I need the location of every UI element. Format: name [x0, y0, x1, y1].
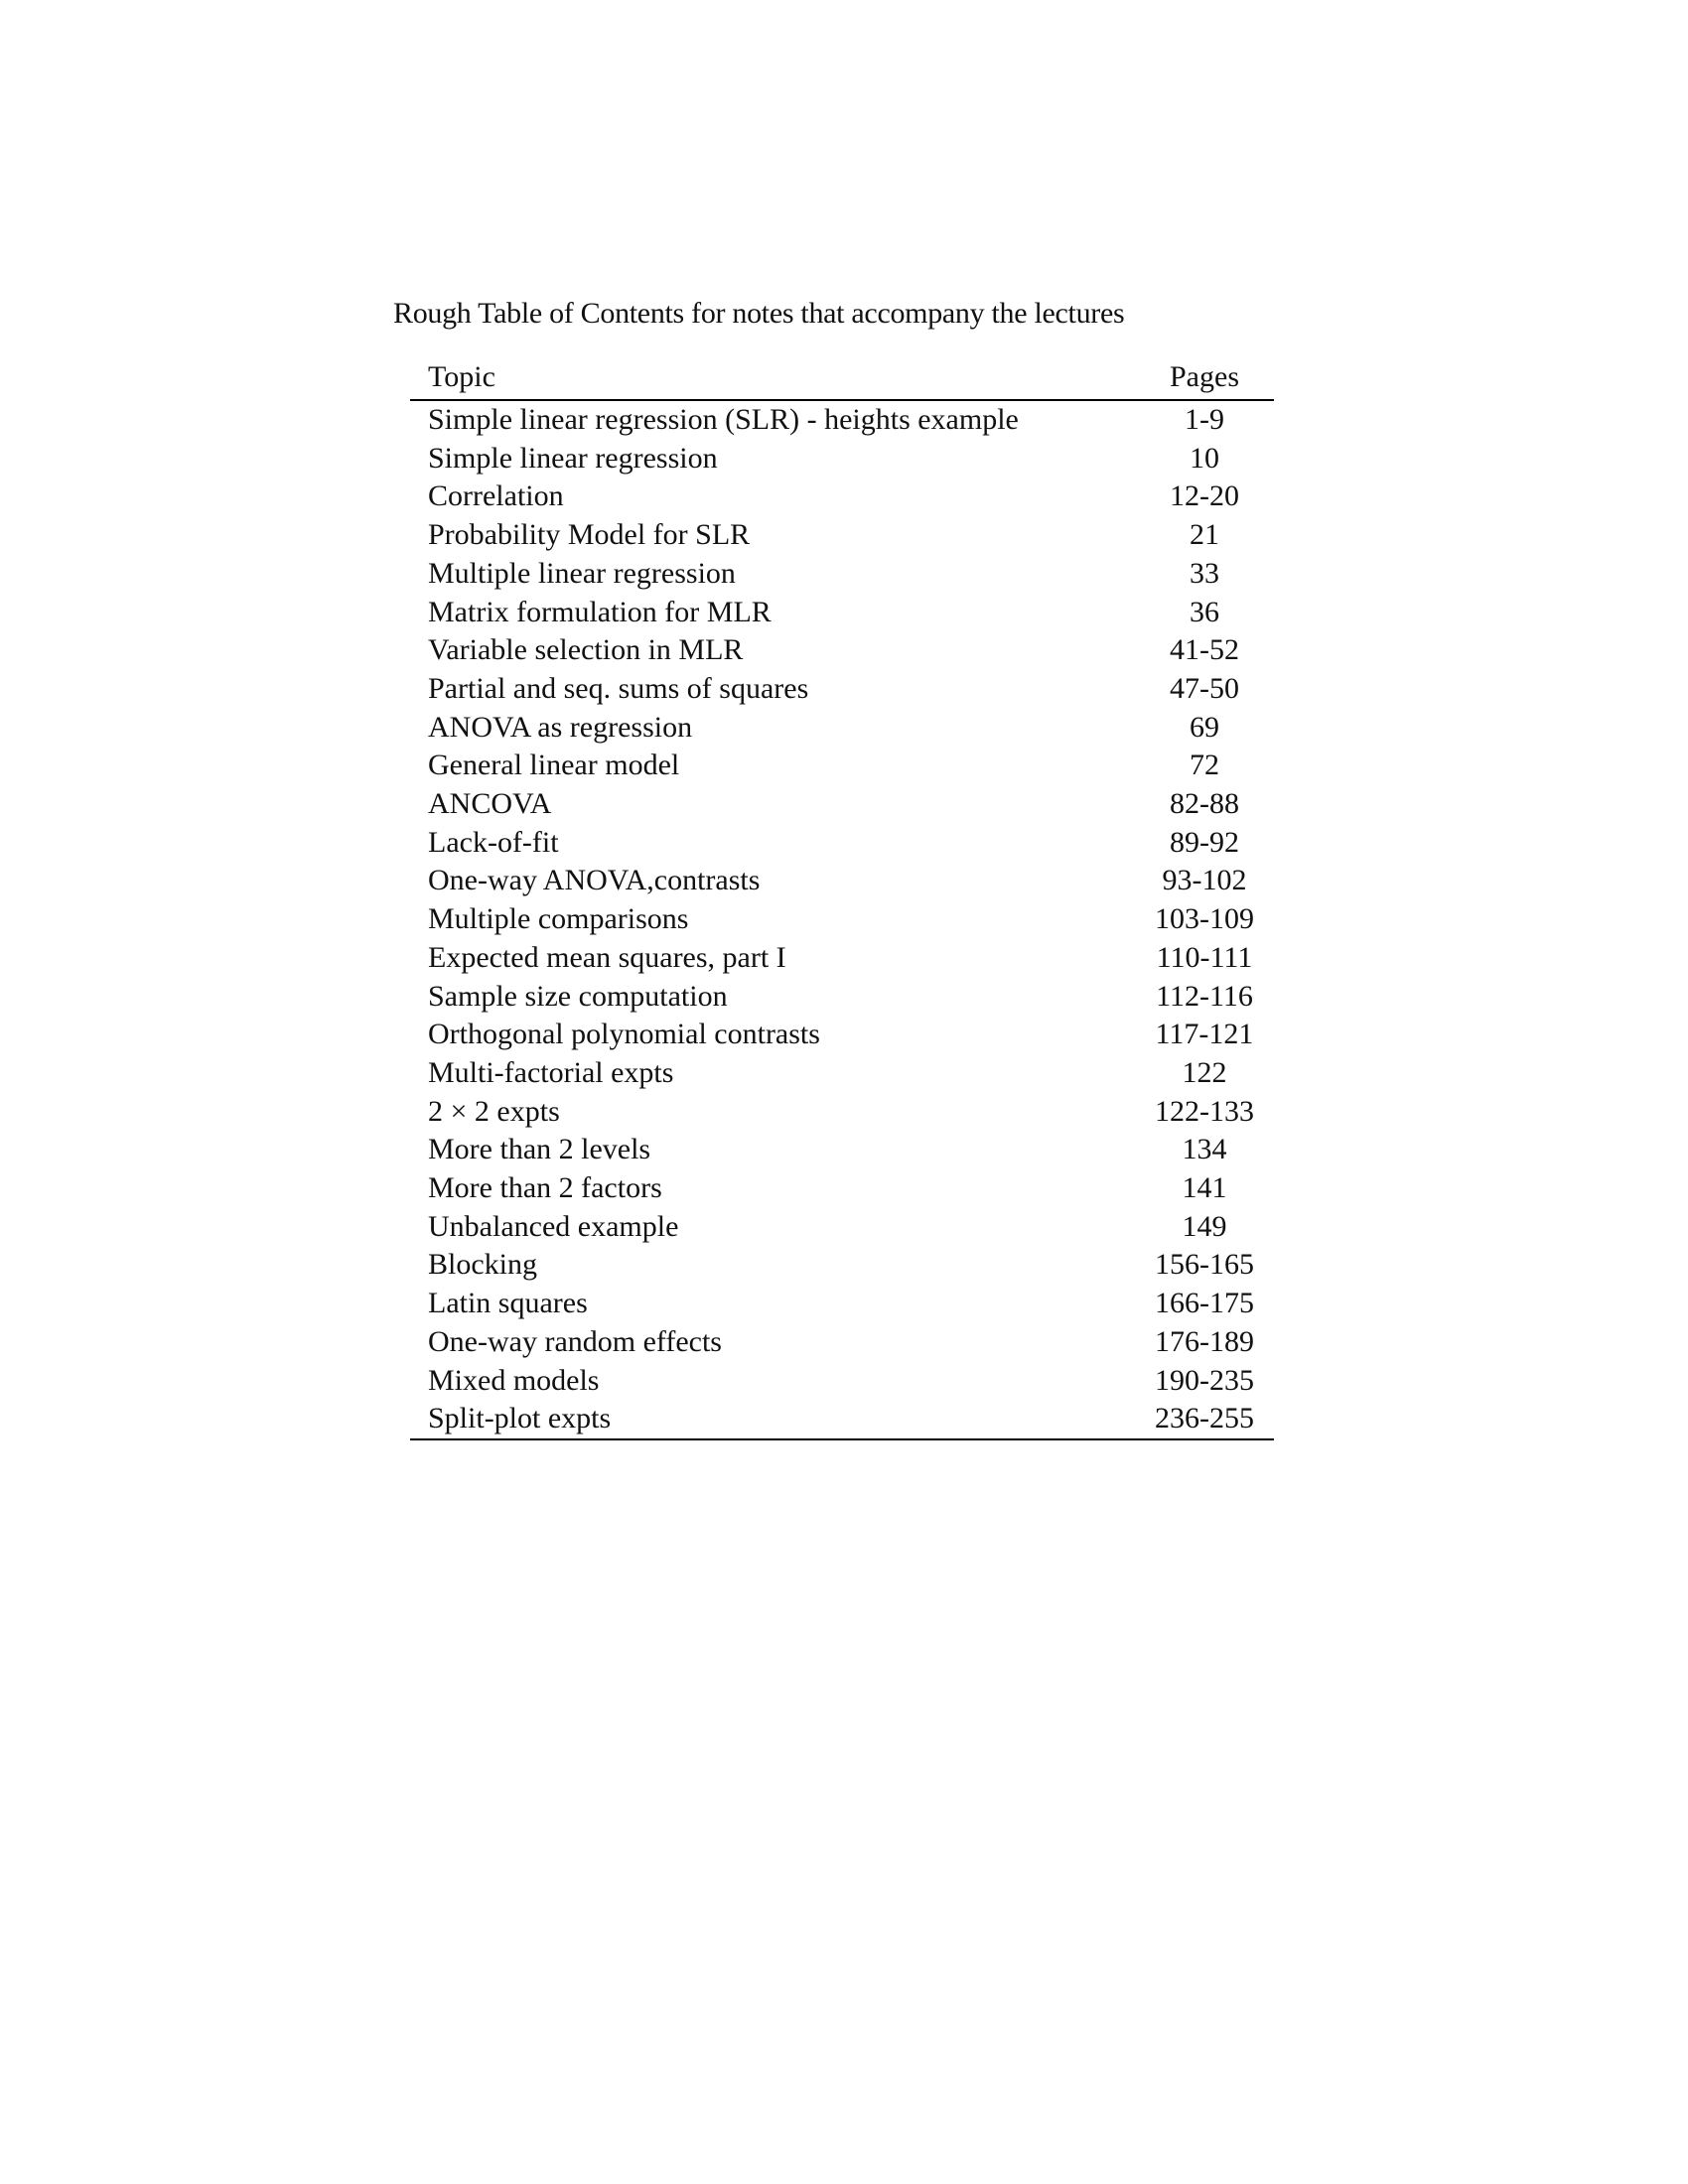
topic-cell: More than 2 levels — [428, 1133, 651, 1166]
table-row — [410, 1323, 1274, 1362]
table-row — [410, 1208, 1274, 1247]
table-row — [410, 1016, 1274, 1054]
table-header-row — [410, 355, 1274, 400]
topic-cell: Simple linear regression (SLR) - heights example — [428, 403, 1019, 436]
pages-cell: 21 — [1190, 518, 1219, 552]
pages-cell: 112-116 — [1156, 979, 1253, 1013]
topic-cell: Correlation — [428, 479, 564, 513]
pages-cell: 141 — [1182, 1171, 1227, 1205]
header-topic: Topic — [410, 355, 1135, 400]
table-row — [410, 594, 1274, 632]
topic-cell: ANCOVA — [428, 787, 552, 821]
topic-cell: One-way ANOVA,contrasts — [428, 864, 761, 897]
pages-cell: 122-133 — [1155, 1094, 1254, 1128]
topic-cell: Lack-of-fit — [428, 825, 559, 859]
table-row — [410, 862, 1274, 900]
pages-cell: 236-255 — [1135, 1400, 1274, 1439]
table-row — [410, 939, 1274, 978]
pages-cell: 190-235 — [1155, 1363, 1254, 1397]
pages-cell: 82-88 — [1170, 787, 1239, 821]
topic-cell: Simple linear regression — [428, 441, 718, 475]
header-pages: Pages — [1135, 355, 1274, 400]
topic-cell: ANOVA as regression — [428, 710, 693, 744]
table-row — [410, 1093, 1274, 1132]
pages-cell: 93-102 — [1162, 864, 1247, 897]
table-row — [410, 478, 1274, 516]
topic-cell: Blocking — [428, 1248, 537, 1282]
topic-cell: Orthogonal polynomial contrasts — [428, 1018, 820, 1051]
table-row — [410, 670, 1274, 709]
pages-cell: 10 — [1190, 441, 1219, 475]
pages-cell: 134 — [1182, 1133, 1227, 1166]
pages-cell: 117-121 — [1155, 1018, 1254, 1051]
table-row — [410, 1131, 1274, 1169]
pages-cell: 47-50 — [1170, 671, 1239, 705]
table-row — [410, 747, 1274, 785]
table-row — [410, 978, 1274, 1017]
pages-cell: 36 — [1190, 595, 1219, 628]
pages-cell: 110-111 — [1156, 940, 1253, 974]
table-row — [410, 900, 1274, 939]
table-row — [410, 709, 1274, 748]
pages-cell: 72 — [1190, 749, 1219, 782]
pages-cell: 41-52 — [1170, 633, 1239, 667]
topic-cell: Sample size computation — [428, 979, 728, 1013]
pages-cell: 33 — [1190, 556, 1219, 590]
table-row — [410, 440, 1274, 478]
pages-cell: 122 — [1182, 1055, 1227, 1089]
topic-cell: More than 2 factors — [428, 1171, 662, 1205]
pages-cell: 103-109 — [1155, 902, 1254, 936]
table-row — [410, 785, 1274, 824]
table-of-contents — [410, 355, 1274, 1440]
topic-cell: Multiple linear regression — [428, 556, 736, 590]
topic-cell: Latin squares — [428, 1287, 588, 1320]
topic-cell: Variable selection in MLR — [428, 633, 744, 667]
table-row — [410, 1400, 1274, 1439]
table-row — [410, 631, 1274, 670]
pages-cell: 149 — [1182, 1209, 1227, 1243]
table-row — [410, 1246, 1274, 1285]
topic-cell: Probability Model for SLR — [428, 518, 751, 552]
topic-cell: Multi-factorial expts — [428, 1055, 674, 1089]
topic-cell: Expected mean squares, part I — [428, 940, 786, 974]
table-caption: Rough Table of Contents for notes that accompany the lectures — [393, 297, 1125, 330]
table-row — [410, 400, 1274, 440]
topic-cell: Unbalanced example — [428, 1209, 679, 1243]
topic-cell: One-way random effects — [428, 1324, 722, 1358]
pages-cell: 69 — [1190, 710, 1219, 744]
pages-cell: 1-9 — [1185, 403, 1224, 436]
topic-cell: Multiple comparisons — [428, 902, 689, 936]
topic-cell: Matrix formulation for MLR — [428, 595, 772, 628]
pages-cell: 12-20 — [1170, 479, 1239, 513]
table-body — [410, 400, 1274, 1439]
table-row — [410, 516, 1274, 555]
pages-cell: 89-92 — [1170, 825, 1239, 859]
table-row — [410, 1362, 1274, 1401]
table-row — [410, 1169, 1274, 1208]
pages-cell: 156-165 — [1155, 1248, 1254, 1282]
pages-cell: 176-189 — [1155, 1324, 1254, 1358]
topic-cell: Partial and seq. sums of squares — [428, 671, 809, 705]
topic-cell: Split-plot expts — [410, 1400, 1135, 1439]
pages-cell: 166-175 — [1155, 1287, 1254, 1320]
topic-cell: 2 × 2 expts — [428, 1094, 560, 1128]
table-row — [410, 824, 1274, 863]
topic-cell: General linear model — [428, 749, 680, 782]
table-row — [410, 1054, 1274, 1093]
topic-cell: Mixed models — [428, 1363, 600, 1397]
table-row — [410, 555, 1274, 594]
table-row — [410, 1285, 1274, 1323]
